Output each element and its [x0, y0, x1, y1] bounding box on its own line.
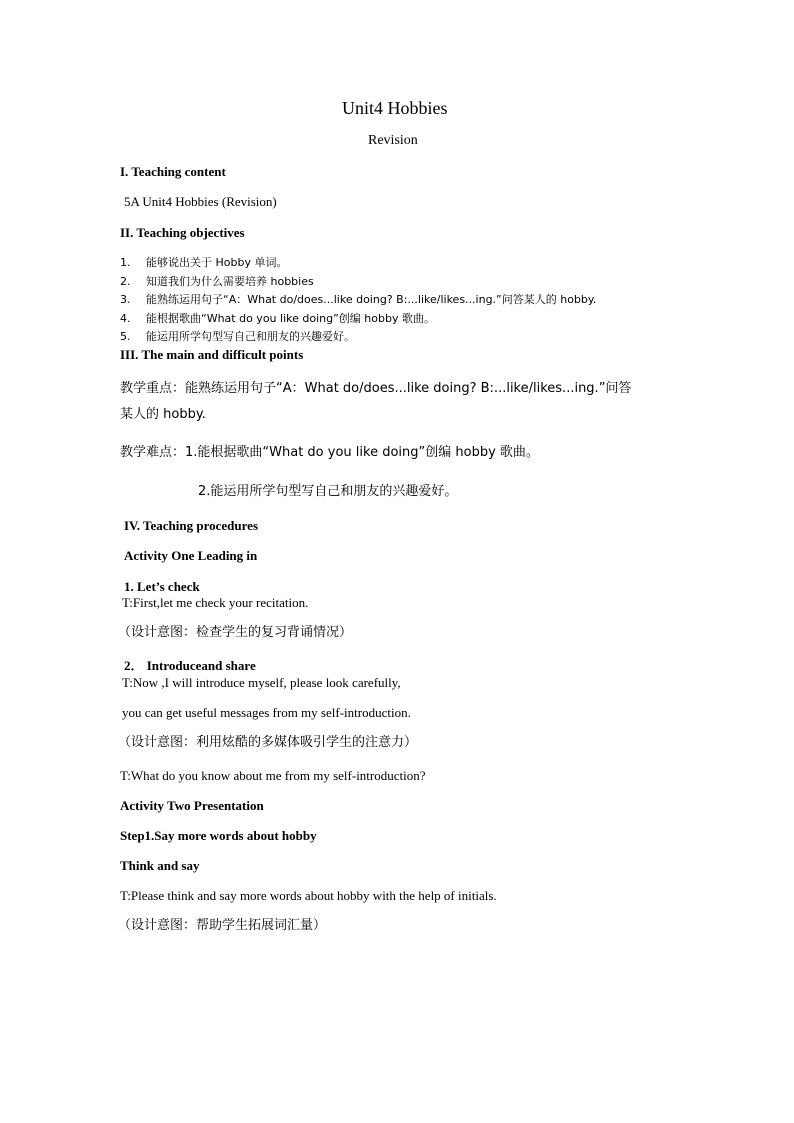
section-heading-points: III. The main and difficult points: [120, 347, 304, 362]
objective-number: 2.: [120, 275, 131, 288]
step-text: T:First,let me check your recitation.: [122, 595, 309, 610]
step-text: you can get useful messages from my self-introduction.: [122, 705, 411, 720]
step-title: 1. Let’s check: [124, 579, 200, 594]
objective-number: 5.: [120, 330, 131, 343]
key-point-line: 某人的 hobby.: [120, 407, 206, 422]
objective-text: 能根据歌曲“What do you like doing”创编 hobby 歌曲。: [146, 312, 435, 325]
section-heading-teaching-content: I. Teaching content: [120, 164, 226, 179]
step-title: 2． Introduceand share: [124, 658, 256, 673]
objective-item: [120, 312, 435, 326]
design-note: （设计意图：利用炫酷的多媒体吸引学生的注意力）: [118, 735, 418, 750]
objective-item: [120, 275, 314, 289]
difficult-point-line: 2.能运用所学句型写自己和朋友的兴趣爱好。: [198, 484, 458, 499]
objective-number: 4.: [120, 312, 131, 325]
design-note: （设计意图：帮助学生拓展词汇量）: [118, 918, 327, 933]
design-note: （设计意图：检查学生的复习背诵情况）: [118, 625, 353, 640]
objective-text: 知道我们为什么需要培养 hobbies: [146, 275, 314, 288]
objective-number: 3.: [120, 293, 131, 306]
step-title: Step1.Say more words about hobby: [120, 828, 317, 843]
objective-item: [120, 293, 596, 307]
section-heading-procedures: IV. Teaching procedures: [124, 518, 259, 533]
doc-subtitle: Revision: [368, 133, 418, 148]
objective-number: 1.: [120, 256, 131, 269]
doc-title: Unit4 Hobbies: [342, 98, 448, 118]
objective-item: [120, 256, 287, 270]
step-question: T:What do you know about me from my self-introduction?: [120, 768, 426, 783]
objective-text: 能熟练运用句子“A：What do/does...like doing? B:...like/likes...ing.”问答某人的 hobby.: [146, 293, 597, 306]
key-point-line: 教学重点：能熟练运用句子“A：What do/does...like doing? B:...like/likes...ing.”问答: [120, 381, 632, 396]
step-subtitle: Think and say: [120, 858, 200, 873]
objective-item: [120, 330, 355, 344]
objective-text: 能运用所学句型写自己和朋友的兴趣爱好。: [146, 330, 355, 343]
activity-one-heading: Activity One Leading in: [124, 548, 258, 563]
difficult-point-line: 教学难点：1.能根据歌曲“What do you like doing”创编 hobby 歌曲。: [120, 445, 539, 460]
step-text: T:Please think and say more words about hobby with the help of initials.: [120, 888, 497, 903]
step-text: T:Now ,I will introduce myself, please look carefully,: [122, 675, 401, 690]
activity-two-heading: Activity Two Presentation: [120, 798, 264, 813]
teaching-content-text: 5A Unit4 Hobbies (Revision): [124, 194, 277, 209]
objective-text: 能够说出关于 Hobby 单词。: [146, 256, 288, 269]
section-heading-objectives: II. Teaching objectives: [120, 225, 245, 240]
